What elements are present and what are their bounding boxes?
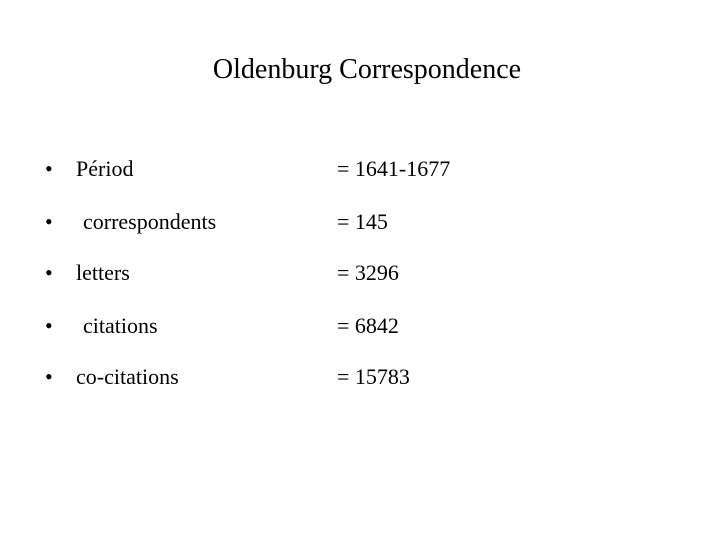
bullet-icon: • <box>45 260 53 285</box>
list-item <box>0 258 720 288</box>
list-item <box>0 154 720 184</box>
item-label: correspondents <box>83 209 217 234</box>
bullet-icon: • <box>45 156 53 181</box>
item-label: Périod <box>76 156 134 181</box>
item-value: = 3296 <box>337 260 399 285</box>
bullet-icon: • <box>45 209 53 234</box>
item-value: = 145 <box>337 209 388 234</box>
list-item <box>0 362 720 392</box>
list-item <box>0 311 720 341</box>
bullet-icon: • <box>45 313 53 338</box>
slide-title: Oldenburg Correspondence <box>212 54 522 85</box>
item-value: = 1641-1677 <box>337 156 451 181</box>
item-value: = 15783 <box>337 364 410 389</box>
item-label: co-citations <box>76 364 179 389</box>
item-label: citations <box>83 313 158 338</box>
item-value: = 6842 <box>337 313 399 338</box>
item-label: letters <box>76 260 130 285</box>
bullet-icon: • <box>45 364 53 389</box>
list-item <box>0 207 720 237</box>
